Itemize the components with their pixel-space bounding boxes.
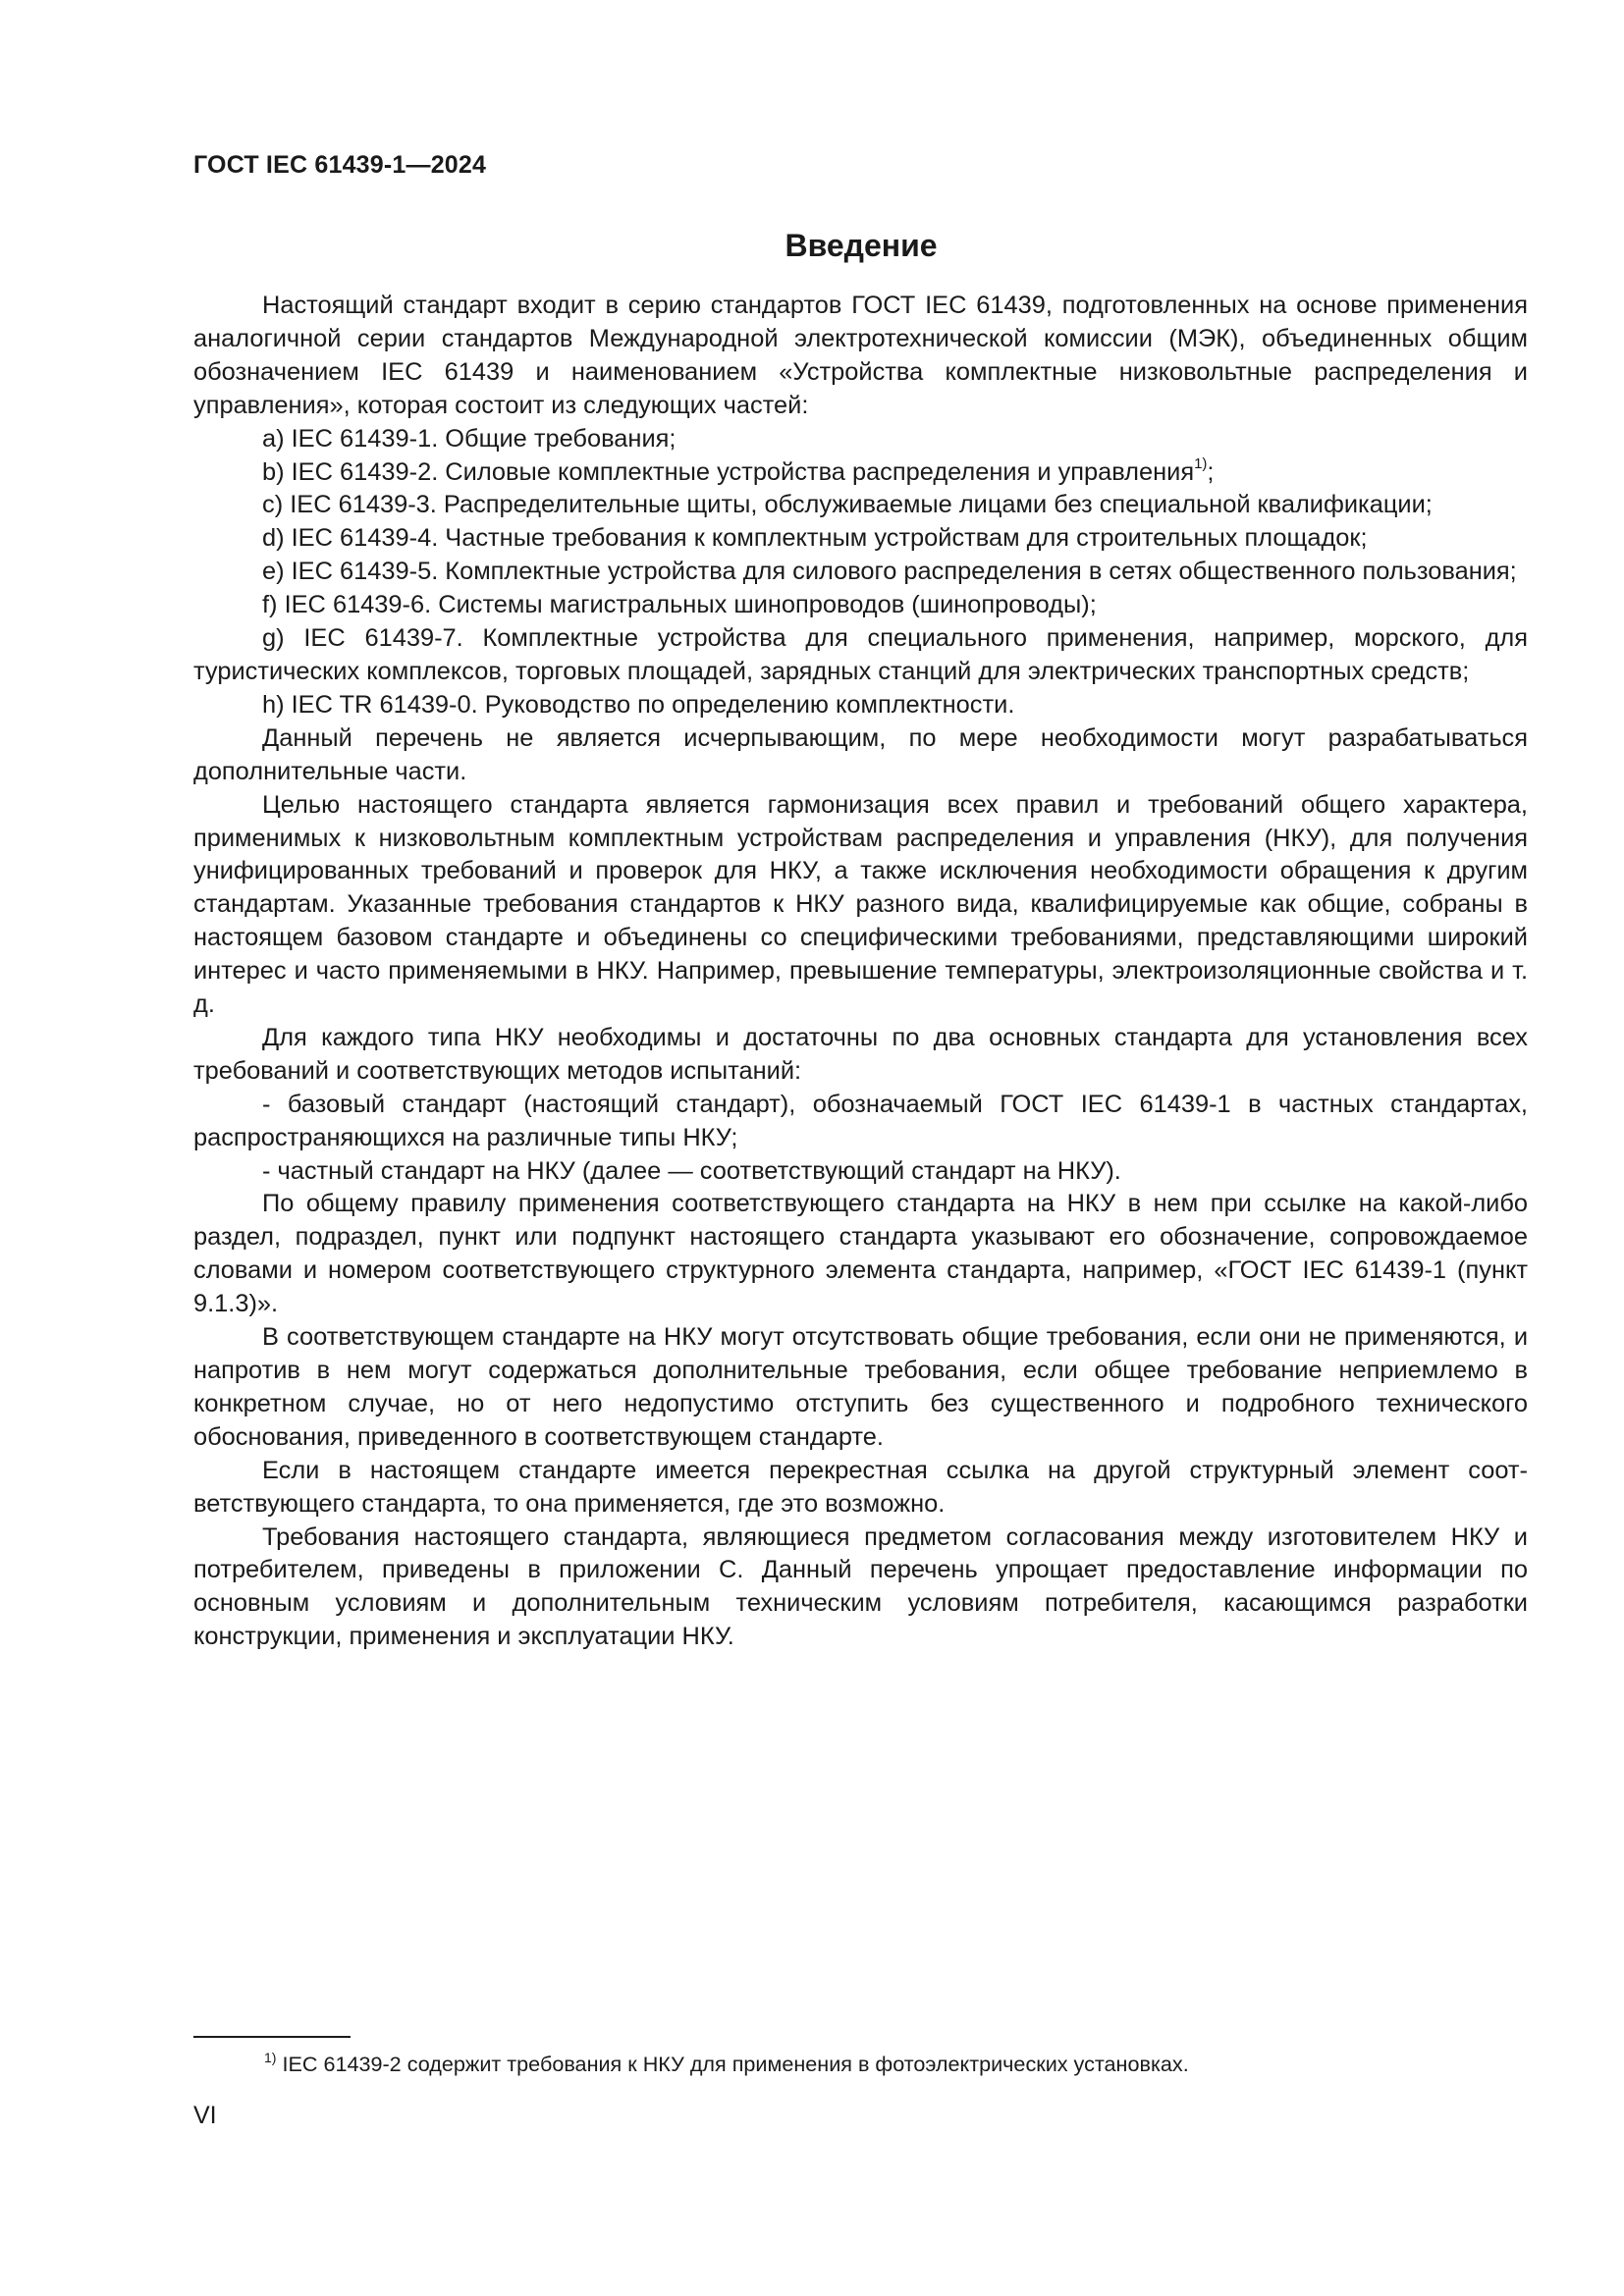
paragraph-two-standards: Для каждого типа НКУ необходимы и достаточны по два основных стандарта для установления всех требований и соответствующих методов испытаний: [193, 1023, 1528, 1085]
list-item-c: c) IEC 61439-3. Распределительные щиты, обслуживаемые лицами без специальной квалификации; [262, 491, 1433, 519]
footnote-text: IEC 61439-2 содержит требования к НКУ для применения в фотоэлектрических установках. [276, 2052, 1189, 2076]
list-item-g: g) IEC 61439-7. Комплектные устройства для специального применения, например, морского, для туристических комплексов, торговых площадей, зарядных станций для электрических транспортных средств; [193, 624, 1528, 685]
dash-item-specific-standard: - частный стандарт на НКУ (далее — соответствующий стандарт на НКУ). [262, 1156, 1121, 1185]
list-item-f: f) IEC 61439-6. Системы магистральных шинопроводов (шинопроводы); [262, 591, 1097, 619]
page-number: VI [193, 2102, 217, 2129]
footnote-divider [193, 2036, 351, 2038]
list-item-e: e) IEC 61439-5. Комплектные устройства для силового распределения в сетях общественного пользования; [262, 558, 1517, 586]
list-item-b [193, 456, 1528, 490]
footnote-mark: 1) [264, 2050, 277, 2065]
paragraph-reference-rule: По общему правилу применения соответствующего стандарта на НКУ в нем при ссылке на какой-либо раздел, подраздел, пункт или подпункт настоящего стандарта указывают его обозначение, сопровождаемое словами и номером соответствующего структурного элемента стандарта, например, «ГОСТ IEC 61439-1 (пункт 9.1.3)». [193, 1190, 1528, 1318]
standard-code-header: ГОСТ IEC 61439-1—2024 [193, 151, 487, 179]
footnote-reference: 1) [1194, 454, 1208, 472]
list-item-a: a) IEC 61439-1. Общие требования; [262, 424, 677, 453]
paragraph-purpose: Целью настоящего стандарта является гармонизация всех правил и требований общего характера, применимых к низковольтным комплектным устройствам распределения и управления (НКУ), для получения унифицированных требований и проверок для НКУ, а также исключения необходимости обращения к другим стандартам. Указанные требования стандартов к НКУ разного вида, квалифицируемые как общие, собраны в настоящем базовом стандарте и объединены со специфическими требованиями, представляющими широкий интерес и часто применяемыми в НКУ. Например, превышение температуры, электроизоляционные свойства и т. д. [193, 790, 1528, 1019]
paragraph-cross-reference: Если в настоящем стандарте имеется перекрестная ссылка на другой структурный элемент соответствующего стандарта, то она применяется, где это возможно. [193, 1456, 1528, 1518]
list-item-h: h) IEC TR 61439-0. Руководство по определению комплектности. [262, 690, 1015, 719]
paragraph-list-note: Данный перечень не является исчерпывающим, по мере необходимости могут разрабатываться дополнительные части. [193, 723, 1528, 785]
document-body [193, 290, 1528, 1654]
dash-item-base-standard: - базовый стандарт (настоящий стандарт), обозначаемый ГОСТ IEC 61439-1 в частных стандартах, распространяющихся на различные типы НКУ; [193, 1090, 1528, 1151]
paragraph-exceptions: В соответствующем стандарте на НКУ могут отсутствовать общие требования, если они не применяются, и напротив в нем могут содержаться дополнительные требования, если общее требование неприемлемо в конкретном случае, но от него недопустимо отступить без существенного и подробного технического обоснования, приведенного в соответствующем стандарте. [193, 1323, 1528, 1451]
list-item-b-end: ; [1207, 457, 1215, 486]
page-title: Введение [785, 228, 938, 263]
list-item-d: d) IEC 61439-4. Частные требования к комплектным устройствам для строительных площадок; [262, 524, 1368, 553]
intro-paragraph: Настоящий стандарт входит в серию стандартов ГОСТ IEC 61439, подготовленных на основе применения аналогичной серии стандартов Международной электротехнической комиссии (МЭК), объединенных общим обозначением IEC 61439 и наименованием «Устройства комплектные низковольтные распределения и управления», которая состоит из следующих частей: [193, 292, 1528, 419]
paragraph-annex-c: Требования настоящего стандарта, являющиеся предметом согласования между изготовителем НКУ и потребителем, приведены в приложении С. Данный перечень упрощает предоставление информации по основным условиям и дополнительным техническим условиям потребителя, касающимся разработки конструкции, применения и эксплуатации НКУ. [193, 1522, 1528, 1651]
list-item-b-text: b) IEC 61439-2. Силовые комплектные устройства распределения и управления [262, 457, 1195, 486]
footnote [264, 2050, 1531, 2079]
